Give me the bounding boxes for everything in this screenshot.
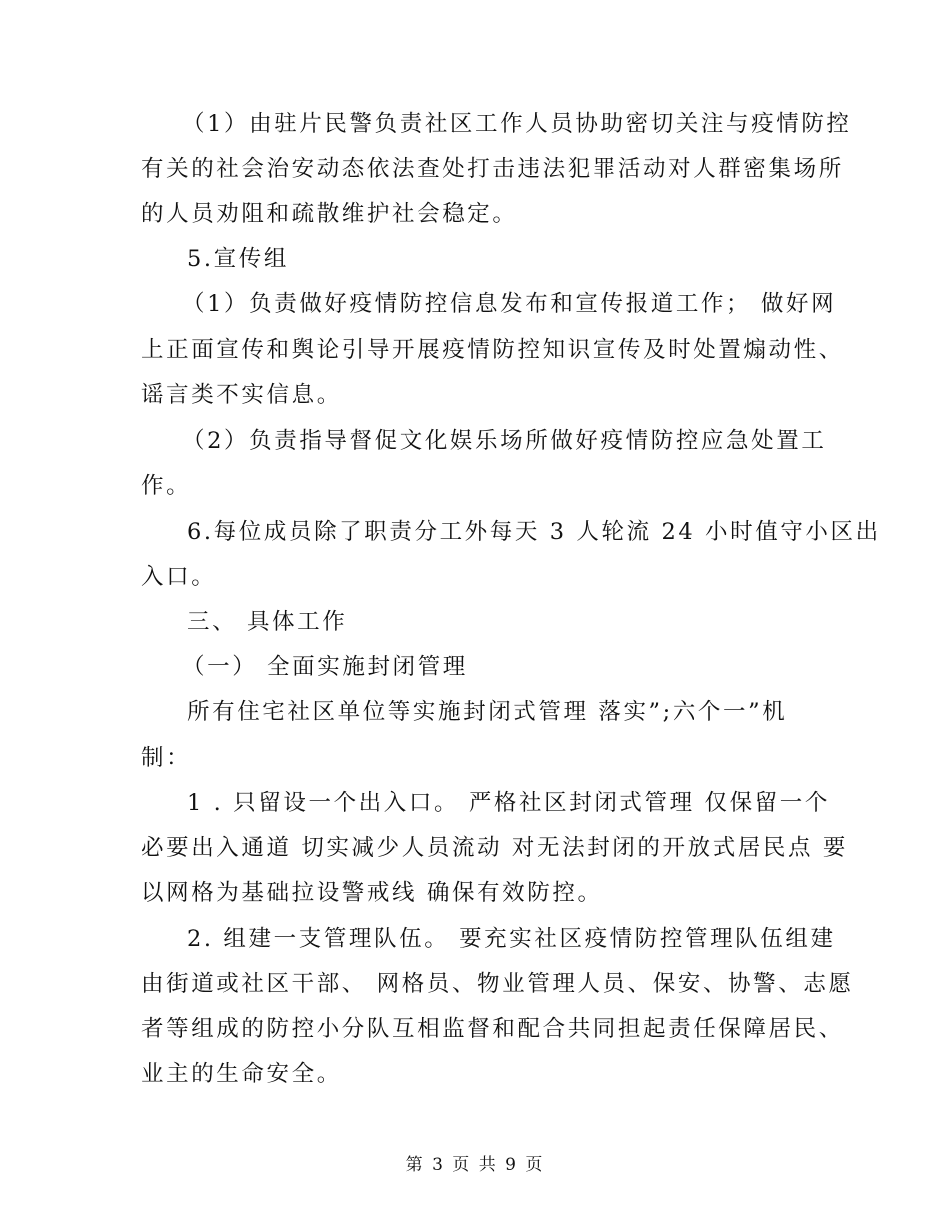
text-line-1: （1）由驻片民警负责社区工作人员协助密切关注与疫情防控	[182, 111, 852, 137]
text-line-10: 6.每位成员除了职责分工外每天 3 人轮流 24 小时值守小区出	[187, 519, 881, 545]
text-line-2: 有关的社会治安动态依法查处打击违法犯罪活动对人群密集场所	[141, 156, 844, 182]
text-line-6: 上正面宣传和舆论引导开展疫情防控知识宣传及时处置煽动性、	[141, 337, 844, 363]
text-line-5: （1）负责做好疫情防控信息发布和宣传报道工作； 做好网	[182, 291, 837, 317]
text-line-11: 入口。	[141, 564, 217, 590]
text-line-14: 所有住宅社区单位等实施封闭式管理 落实”;六个一”机	[187, 699, 788, 725]
text-line-15: 制：	[141, 745, 192, 771]
subsection-heading-1: （一） 全面实施封闭管理	[182, 654, 468, 680]
text-line-3: 的人员劝阻和疏散维护社会稳定。	[141, 201, 518, 227]
text-line-19: 2. 组建一支管理队伍。 要充实社区疫情防控管理队伍组建	[187, 926, 836, 952]
text-line-16: 1 . 只留设一个出入口。 严格社区封闭式管理 仅保留一个	[187, 790, 830, 816]
text-line-21: 者等组成的防控小分队互相监督和配合共同担起责任保障居民、	[141, 1016, 844, 1042]
text-line-20: 由街道或社区干部、 网格员、物业管理人员、保安、协警、志愿	[141, 971, 854, 997]
text-line-9: 作。	[141, 473, 192, 499]
section-heading-3: 三、 具体工作	[187, 609, 348, 635]
text-line-7: 谣言类不实信息。	[141, 382, 342, 408]
text-line-18: 以网格为基础拉设警戒线 确保有效防控。	[141, 880, 603, 906]
text-line-17: 必要出入通道 切实减少人员流动 对无法封闭的开放式居民点 要	[141, 835, 848, 861]
page-number-footer: 第 3 页 共 9 页	[405, 1155, 545, 1175]
text-line-22: 业主的生命安全。	[141, 1061, 342, 1087]
text-line-8: （2）负责指导督促文化娱乐场所做好疫情防控应急处置工	[182, 428, 827, 454]
section-heading-5: 5.宣传组	[187, 246, 289, 272]
